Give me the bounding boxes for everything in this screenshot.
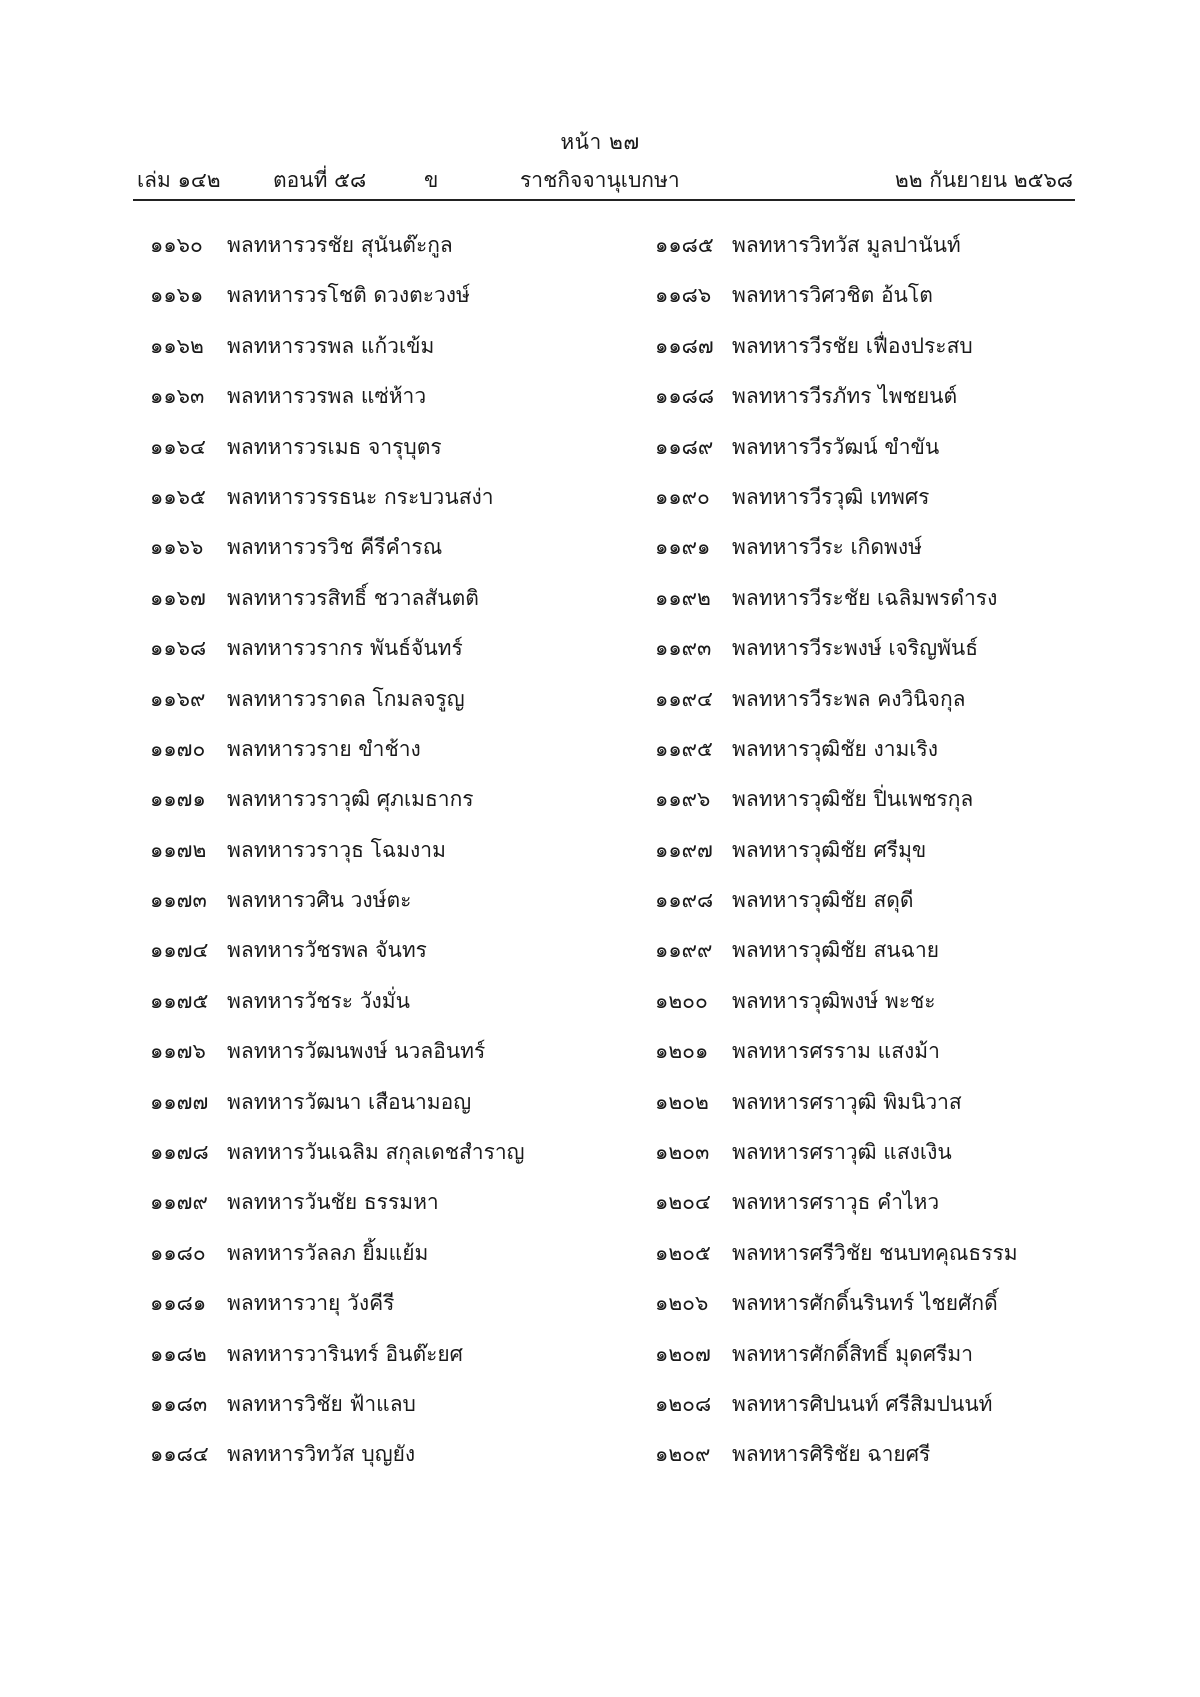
- entry-number: ๑๑๗๑: [150, 787, 206, 812]
- entry-number: ๑๑๙๓: [655, 636, 712, 661]
- entry-name: พลทหารศรราม แสงม้า: [732, 1039, 940, 1064]
- entry-number: ๑๑๖๖: [150, 535, 204, 560]
- entry-name: พลทหารศราวุฒิ พิมนิวาส: [732, 1089, 962, 1114]
- entry-name: พลทหารวราวุฒิ ศุภเมธากร: [227, 787, 474, 812]
- list-item: [150, 432, 525, 482]
- entry-name: พลทหารวัลลภ ยิ้มแย้ม: [227, 1240, 429, 1265]
- list-item: [150, 1087, 525, 1137]
- list-item: [150, 482, 525, 532]
- entry-name: พลทหารวรโชติ ดวงตะวงษ์: [227, 283, 470, 308]
- list-item: [655, 935, 1018, 985]
- list-item: [150, 331, 525, 381]
- entry-name: พลทหารวายุ วังคีรี: [227, 1291, 395, 1316]
- list-item: [150, 381, 525, 431]
- entry-name: พลทหารวราดล โกมลจรูญ: [227, 686, 465, 711]
- list-item: [655, 381, 1018, 431]
- entry-name: พลทหารวรพล แก้วเข้ม: [227, 333, 435, 358]
- list-item: [655, 230, 1018, 280]
- gazette-title: ราชกิจจานุเบกษา: [520, 168, 680, 192]
- list-item: [150, 1288, 525, 1338]
- entry-name: พลทหารวีระ เกิดพงษ์: [732, 535, 922, 560]
- entry-number: ๑๒๐๐: [655, 988, 708, 1013]
- list-item: [150, 935, 525, 985]
- entry-name: พลทหารศิปนนท์ ศรีสิมปนนท์: [732, 1391, 993, 1416]
- list-item: [150, 1339, 525, 1389]
- entry-number: ๑๑๘๗: [655, 333, 714, 358]
- entry-number: ๑๒๐๑: [655, 1039, 709, 1064]
- list-item: [655, 482, 1018, 532]
- list-item: [655, 633, 1018, 683]
- entry-number: ๑๑๗๓: [150, 888, 207, 913]
- entry-number: ๑๑๖๔: [150, 434, 206, 459]
- list-item: [150, 1137, 525, 1187]
- issue-label: ตอนที่ ๕๘: [273, 168, 367, 192]
- list-item: [655, 885, 1018, 935]
- entry-name: พลทหารวีรชัย เฟื่องประสบ: [732, 333, 973, 358]
- entry-number: ๑๑๘๑: [150, 1291, 207, 1316]
- entry-number: ๑๑๘๕: [655, 233, 714, 257]
- entry-number: ๑๑๙๑: [655, 535, 711, 560]
- list-item: [150, 583, 525, 633]
- publication-date: ๒๒ กันยายน ๒๕๖๘: [894, 168, 1073, 192]
- entry-number: ๑๑๖๒: [150, 333, 204, 358]
- list-item: [655, 734, 1018, 784]
- list-item: [655, 1339, 1018, 1389]
- entry-number: ๑๒๐๗: [655, 1341, 711, 1366]
- entry-name: พลทหารวุฒิชัย สดุดี: [732, 888, 914, 913]
- entry-number: ๑๑๖๑: [150, 283, 204, 308]
- list-item: [655, 1137, 1018, 1187]
- entry-name: พลทหารวิทวัส บุญยัง: [227, 1442, 416, 1467]
- list-item: [655, 1036, 1018, 1086]
- entry-name: พลทหารวุฒิชัย ปิ่นเพชรกุล: [732, 787, 974, 812]
- entry-number: ๑๑๗๖: [150, 1039, 206, 1064]
- list-item: [655, 1087, 1018, 1137]
- list-item: [655, 432, 1018, 482]
- entry-number: ๑๑๖๗: [150, 585, 206, 610]
- entry-name: พลทหารศักดิ์นรินทร์ ไชยศักดิ์: [732, 1291, 998, 1316]
- entry-name: พลทหารวรชัย สุนันต๊ะกูล: [227, 233, 453, 257]
- entry-number: ๑๑๗๒: [150, 837, 207, 862]
- entry-name: พลทหารวิศวชิต อ้นโต: [732, 283, 933, 308]
- entry-number: ๑๑๙๘: [655, 888, 714, 913]
- entry-number: ๑๑๘๐: [150, 1240, 206, 1265]
- gazette-header: [137, 164, 1073, 196]
- entry-number: ๑๑๗๘: [150, 1140, 209, 1165]
- entry-number: ๑๑๘๓: [150, 1391, 208, 1416]
- entry-number: ๑๒๐๒: [655, 1089, 709, 1114]
- entry-name: พลทหารวุฒิพงษ์ พะชะ: [732, 988, 936, 1013]
- entry-number: ๑๒๐๓: [655, 1140, 710, 1165]
- list-item: [655, 835, 1018, 885]
- entry-number: ๑๒๐๙: [655, 1442, 711, 1467]
- entry-name: พลทหารวีระพงษ์ เจริญพันธ์: [732, 636, 979, 661]
- entry-name: พลทหารวารินทร์ อินต๊ะยศ: [227, 1341, 464, 1366]
- list-item: [150, 1389, 525, 1439]
- list-item: [150, 1187, 525, 1237]
- entry-number: ๑๑๖๐: [150, 233, 203, 257]
- entry-name: พลทหารวรเมธ จารุบุตร: [227, 434, 442, 459]
- entry-number: ๑๑๙๗: [655, 837, 713, 862]
- entry-number: ๑๒๐๘: [655, 1391, 712, 1416]
- entry-name: พลทหารวิทวัส มูลปานันท์: [732, 233, 961, 257]
- entry-number: ๑๒๐๕: [655, 1240, 711, 1265]
- entry-name: พลทหารวรรธนะ กระบวนสง่า: [227, 484, 494, 509]
- list-item: [150, 835, 525, 885]
- entry-name: พลทหารวรากร พันธ์จันทร์: [227, 636, 463, 661]
- list-item: [655, 1187, 1018, 1237]
- entry-number: ๑๑๖๘: [150, 636, 207, 661]
- list-item: [150, 532, 525, 582]
- list-item: [150, 633, 525, 683]
- list-item: [655, 1439, 1018, 1489]
- entry-number: ๑๑๘๘: [655, 384, 715, 409]
- entry-name: พลทหารวรวิช คีรีคำรณ: [227, 535, 443, 560]
- entry-number: ๑๒๐๖: [655, 1291, 709, 1316]
- entry-number: ๑๑๘๔: [150, 1442, 209, 1467]
- list-item: [150, 1439, 525, 1489]
- list-item: [150, 1238, 525, 1288]
- entry-number: ๑๑๘๙: [655, 434, 714, 459]
- list-item: [150, 280, 525, 330]
- volume-label: เล่ม ๑๔๒: [137, 168, 221, 192]
- entry-number: ๑๑๗๔: [150, 938, 209, 963]
- entry-name: พลทหารวิชัย ฟ้าแลบ: [227, 1391, 416, 1416]
- entry-name: พลทหารวันเฉลิม สกุลเดชสำราญ: [227, 1140, 525, 1165]
- entry-name: พลทหารวีรวุฒิ เทพศร: [732, 484, 930, 509]
- list-item: [150, 230, 525, 280]
- entry-number: ๑๑๙๕: [655, 736, 713, 761]
- entry-number: ๑๑๙๐: [655, 484, 710, 509]
- entry-number: ๑๑๘๖: [655, 283, 712, 308]
- entry-name: พลทหารวุฒิชัย ศรีมุข: [732, 837, 927, 862]
- entry-number: ๑๑๗๙: [150, 1190, 208, 1215]
- entry-name: พลทหารวราวุธ โฉมงาม: [227, 837, 446, 862]
- list-item: [655, 1389, 1018, 1439]
- entry-number: ๑๑๙๖: [655, 787, 711, 812]
- entry-number: ๑๑๙๒: [655, 585, 711, 610]
- list-item: [655, 532, 1018, 582]
- entry-number: ๑๒๐๔: [655, 1190, 711, 1215]
- list-item: [655, 684, 1018, 734]
- entry-name: พลทหารวีรภัทร ไพชยนต์: [732, 384, 958, 409]
- list-item: [655, 1288, 1018, 1338]
- entry-number: ๑๑๙๙: [655, 938, 713, 963]
- list-item: [655, 1238, 1018, 1288]
- entry-name: พลทหารวุฒิชัย งามเริง: [732, 736, 939, 761]
- entry-name: พลทหารวัชระ วังมั่น: [227, 988, 410, 1013]
- entry-number: ๑๑๗๗: [150, 1089, 209, 1114]
- list-item: [655, 280, 1018, 330]
- entry-name: พลทหารวุฒิชัย สนฉาย: [732, 938, 940, 963]
- entry-name: พลทหารวราย ขำช้าง: [227, 736, 421, 761]
- entry-name: พลทหารวศิน วงษ์ตะ: [227, 888, 412, 913]
- entry-number: ๑๑๙๔: [655, 686, 713, 711]
- entry-name: พลทหารศักดิ์สิทธิ์ มุดศรีมา: [732, 1341, 974, 1366]
- entry-name: พลทหารวีระชัย เฉลิมพรดำรง: [732, 585, 998, 610]
- list-item: [655, 583, 1018, 633]
- list-item: [655, 784, 1018, 834]
- section-label: ข: [424, 168, 439, 192]
- entry-number: ๑๑๖๙: [150, 686, 206, 711]
- entry-number: ๑๑๗๕: [150, 988, 209, 1013]
- entry-name: พลทหารวันชัย ธรรมหา: [227, 1190, 439, 1215]
- entry-name: พลทหารวัฒนพงษ์ นวลอินทร์: [227, 1039, 486, 1064]
- entry-name: พลทหารวรสิทธิ์ ชวาลสันตติ: [227, 585, 479, 610]
- list-item: [150, 986, 525, 1036]
- entry-name: พลทหารศรีวิชัย ชนบทคุณธรรม: [732, 1240, 1018, 1265]
- entry-number: ๑๑๘๒: [150, 1341, 207, 1366]
- entry-name: พลทหารวีระพล คงวินิจกุล: [732, 686, 966, 711]
- entry-name: พลทหารวรพล แซ่ห้าว: [227, 384, 427, 409]
- list-item: [655, 331, 1018, 381]
- entry-name: พลทหารศราวุธ คำไหว: [732, 1190, 940, 1215]
- name-list-left: [150, 230, 525, 1490]
- entry-name: พลทหารศิริชัย ฉายศรี: [732, 1442, 931, 1467]
- list-item: [150, 784, 525, 834]
- entry-number: ๑๑๖๕: [150, 484, 206, 509]
- entry-number: ๑๑๗๐: [150, 736, 206, 761]
- entry-name: พลทหารวัฒนา เสือนามอญ: [227, 1089, 472, 1114]
- entry-name: พลทหารวีรวัฒน์ ขำขัน: [732, 434, 940, 459]
- page-number: หน้า ๒๗: [560, 130, 640, 154]
- list-item: [150, 885, 525, 935]
- list-item: [150, 734, 525, 784]
- entry-name: พลทหารวัชรพล จันทร: [227, 938, 427, 963]
- list-item: [150, 1036, 525, 1086]
- entry-number: ๑๑๖๓: [150, 384, 205, 409]
- entry-name: พลทหารศราวุฒิ แสงเงิน: [732, 1140, 952, 1165]
- name-list-right: [655, 230, 1018, 1490]
- list-item: [150, 684, 525, 734]
- list-item: [655, 986, 1018, 1036]
- header-divider: [133, 199, 1075, 201]
